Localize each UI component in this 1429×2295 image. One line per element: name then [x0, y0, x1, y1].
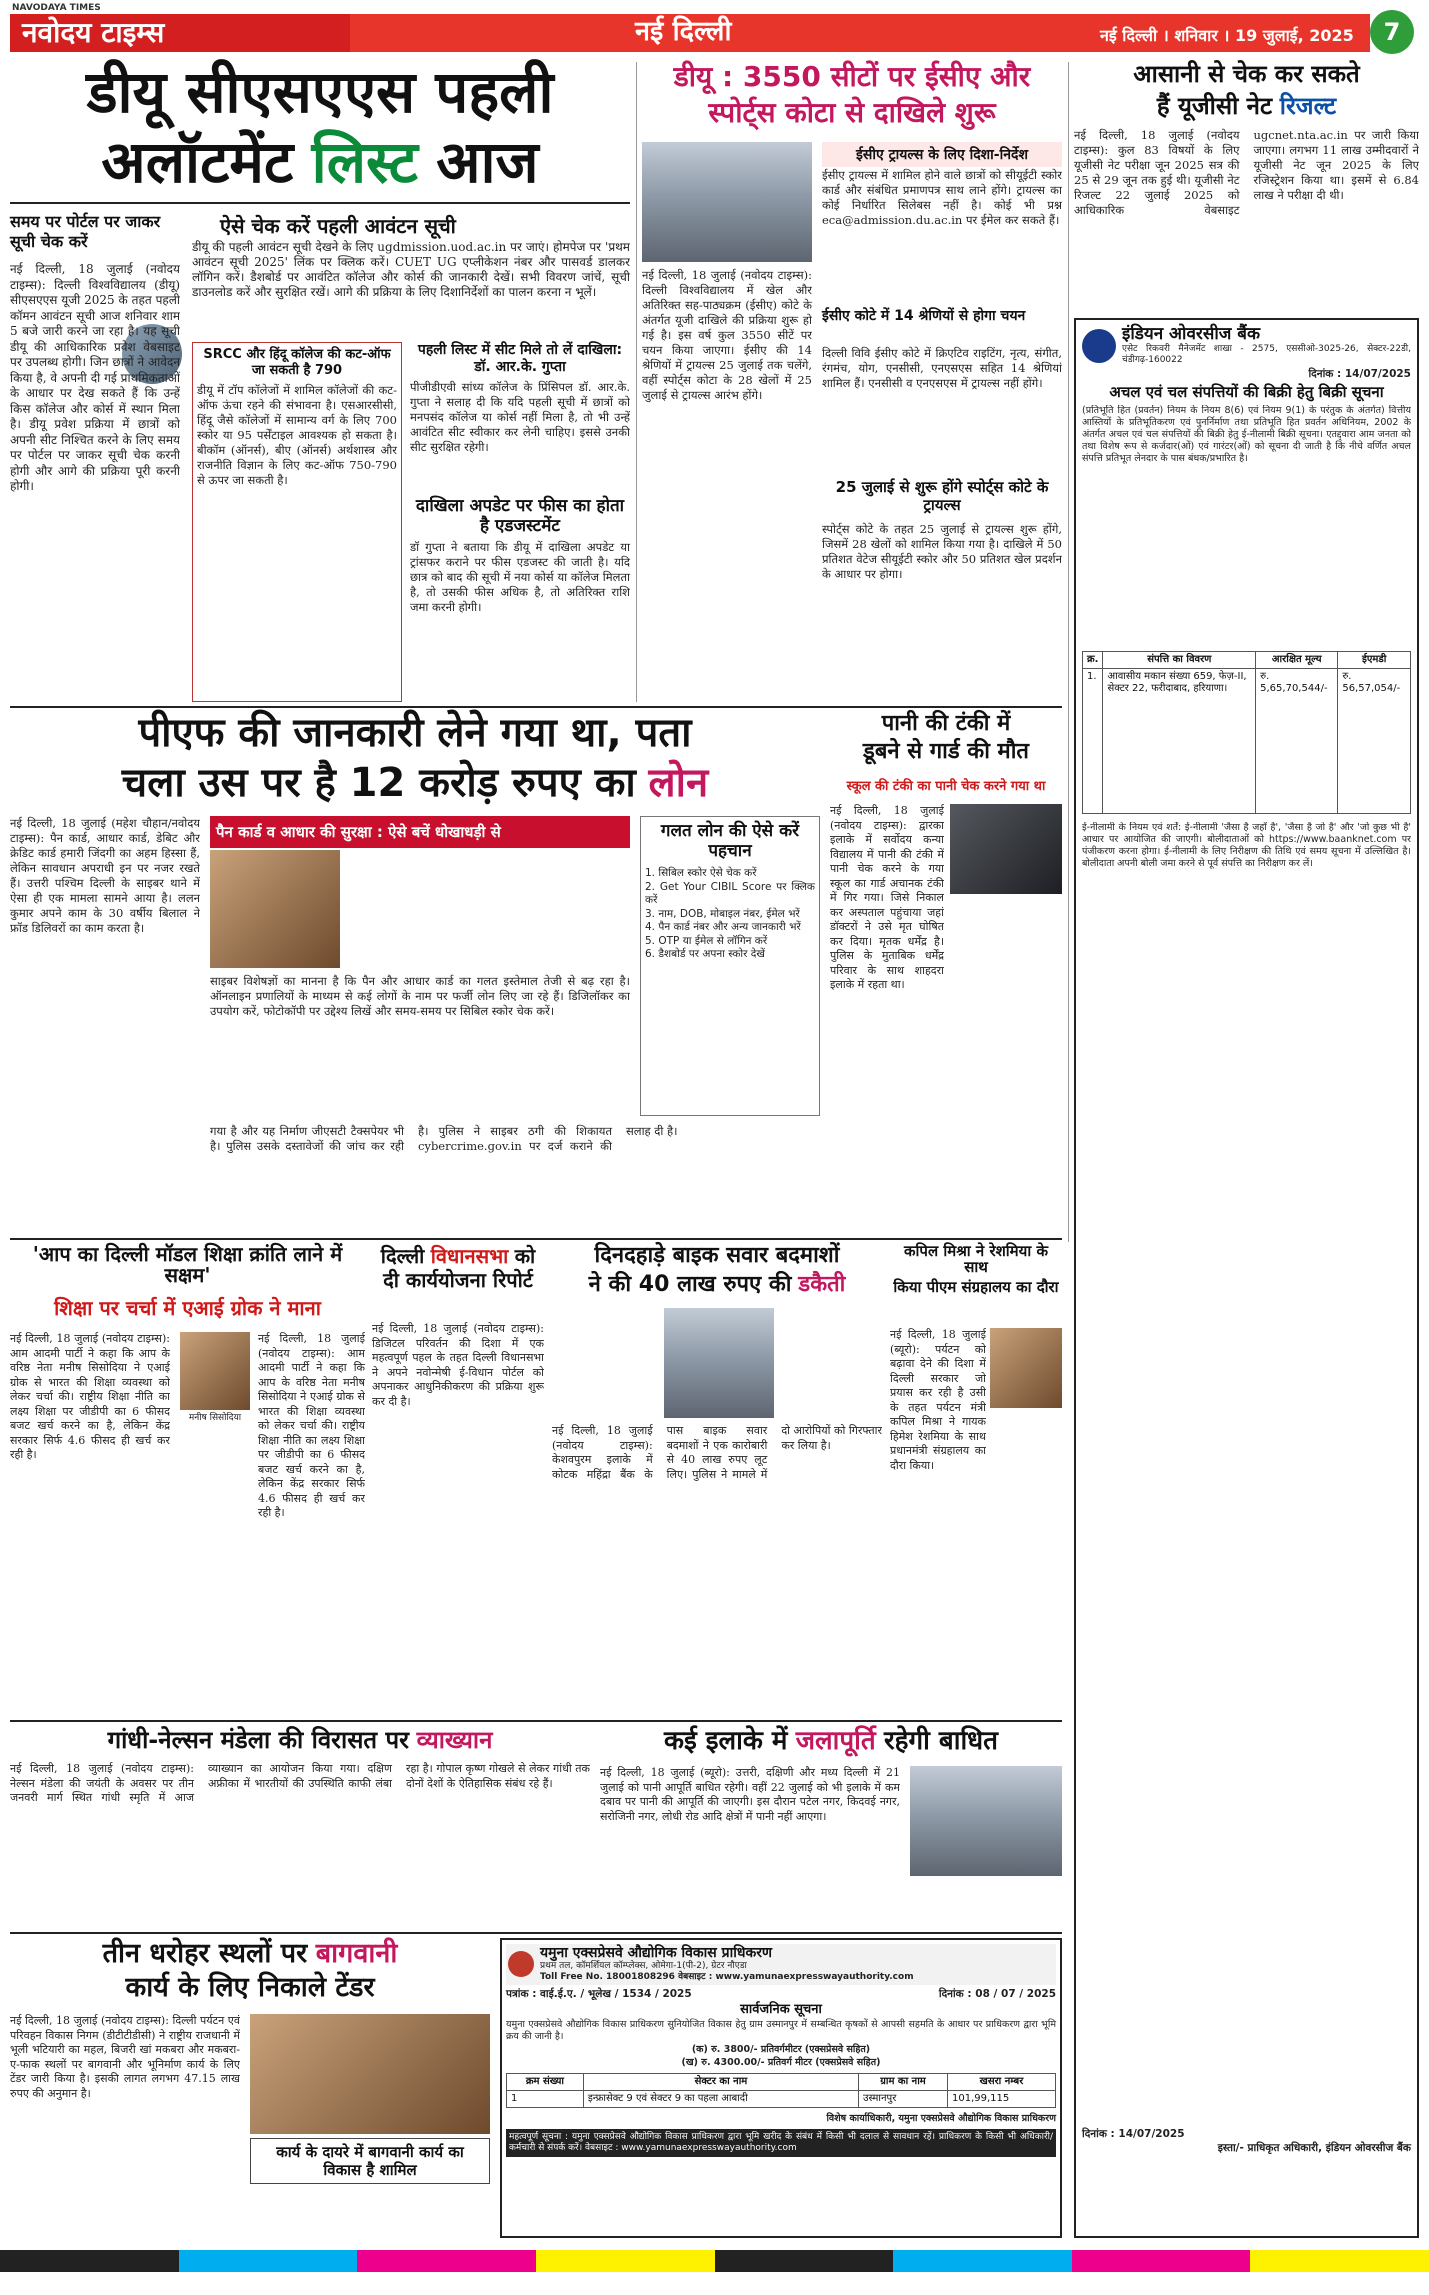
story-water-tank — [830, 712, 1062, 1232]
robbery-body: नई दिल्ली, 18 जुलाई (नवोदय टाइम्स): केशवपुरम इलाके में कोटक महिंद्रा बैंक के पास बाइक सवार बदमाशों ने एक कारोबारी से 40 लाख रुपए लूट लिए। पुलिस ने मामले में दो आरोपियों को गिरफ्तार कर लिया है। — [552, 1424, 882, 1481]
story-assembly — [372, 1244, 544, 1714]
kapil-photo — [990, 1328, 1062, 1408]
pf-body: नई दिल्ली, 18 जुलाई (महेश चौहान/नवोदय टाइम्स): पैन कार्ड, आधार कार्ड, डेबिट और क्रेडिट कार्ड हमारी जिंदगी का अहम हिस्सा हैं, लेकिन सावधान अपराधी इन पर नजर रखते हैं। उत्तरी पश्चिम दिल्ली के साइबर थाने में ऐसा ही एक मामला सामने आया है। ललन कुमार अपने काम के 30 वर्षीय बिलाल ने फ्रॉड डिलिवरों का काम करता है। — [10, 816, 200, 935]
aap-headline: शिक्षा पर चर्चा में एआई ग्रोक ने माना — [54, 1296, 321, 1320]
guide-title: ईसीए ट्रायल्स के लिए दिशा-निर्देश — [822, 142, 1062, 167]
column-rule — [1068, 62, 1069, 1242]
table-header-cell: आरक्षित मूल्य — [1256, 652, 1338, 669]
tender-body: नई दिल्ली, 18 जुलाई (नवोदय टाइम्स): दिल्ली पर्यटन एवं परिवहन विकास निगम (डीटीटीडीसी) ने राष्ट्रीय राजधानी में भूली भटियारी का महल, बिजरी खां मकबरा और मकबरा-ए-फाक स्थलों पर बागवानी और भूनिर्माण कार्य के लिए टेंडर जारी किया है। इसकी लागत लगभग 47.15 लाख रुपए की अनुमान है। — [10, 2014, 240, 2100]
eca-categories-text: दिल्ली विवि ईसीए कोटे में क्रिएटिव राइटिंग, नृत्य, संगीत, रंगमंच, योग, एनसीसी, एनएसएस सहित 14 श्रेणियां शामिल हैं। एनसीसी व एनएसएस में ट्रायल्स नहीं होंगे। — [822, 346, 1062, 390]
bank-date: दिनांक : 14/07/2025 — [1308, 367, 1411, 380]
water-headline-3: रहेगी बाधित — [884, 1726, 998, 1756]
divider — [10, 706, 1062, 708]
bank-terms: ई-नीलामी के नियम एवं शर्तें: ई-नीलामी 'जैसा है जहाँ है', 'जैसा है जो है' और 'जो कुछ भी है' आधार पर आयोजित की जाएगी। बोलीदाताओं को https://www.baanknet.com पर पंजीकरण करना होगा। ई-नीलामी के लिए निरीक्षण की तिथि एवं समय सूचना में उल्लिखित है। बोलीदाता अपनी बोली जमा करने से पूर्व संपत्ति का निरीक्षण कर लें। — [1082, 822, 1411, 870]
yeida-notice-text: यमुना एक्सप्रेसवे औद्योगिक विकास प्राधिकरण सुनियोजित विकास हेतु ग्राम उस्मानपुर में सम्बन्धित कृषकों से आपसी सहमति के आधार पर प्राधिकरण द्वारा भूमि क्रय की जानी है। — [506, 2018, 1056, 2042]
masthead — [0, 0, 1429, 58]
pf-headline-text: चला उस पर है 12 करोड़ रुपए का — [121, 760, 636, 806]
pf-bottom-text: गया है और यह निर्माण जीएसटी टैक्सपेयर भी है। पुलिस उसके दस्तावेजों की जांच कर रही है। पुलिस ने साइबर ठगी की शिकायत cybercrime.gov.in पर दर्ज कराने की सलाह दी है। — [210, 1124, 678, 1153]
pf-headline-loan: लोन — [648, 760, 709, 806]
table-cell: 1. — [1083, 669, 1103, 814]
ugc-headline-result: रिजल्ट — [1279, 92, 1337, 120]
subhead-check: ऐसे चेक करें पहली आवंटन सूची — [220, 214, 456, 238]
headline-line-1: डीयू सीएसएएस पहली — [86, 58, 554, 126]
ugc-headline-2 — [1074, 92, 1419, 120]
loan-steps — [645, 867, 815, 962]
list-item: 5. OTP या ईमेल से लॉगिन करें — [645, 934, 768, 947]
story-pf-loan — [10, 712, 820, 1232]
table-header-cell: ईएमडी — [1338, 652, 1411, 669]
robbery-headline-dacoity: डकैती — [798, 1272, 846, 1297]
story-kapil-mishra — [890, 1244, 1062, 1714]
story-robbery — [552, 1244, 882, 1714]
story-body-col-a: नई दिल्ली, 18 जुलाई (नवोदय टाइम्स): दिल्ली विश्वविद्यालय (डीयू) सीएसएएस यूजी 2025 के तहत पहली कॉमन आवंटन सूची आज शनिवार शाम 5 बजे जारी करने जा रहा है। यह सूची डीयू की आधिकारिक प्रवेश वेबसाइट पर उपलब्ध होगी। जिन छात्रों ने आवेदन किया है, वे अपनी दी गई प्राथमिकताओं के आधार पर देख सकते हैं कि उन्हें किस कॉलेज और कोर्स में स्थान मिला है। डीयू प्रवेश प्रक्रिया में छात्रों को अपनी सीट निश्चित करने के लिए समय पर पोर्टल पर जाकर सूची चेक करनी होगी और आगे की प्रक्रिया पूरी करनी होगी। — [10, 262, 180, 493]
table-row — [507, 2090, 1056, 2107]
gandhi-headline-text: गांधी-नेल्सन मंडेला की विरासत पर — [107, 1726, 409, 1754]
pf-headline-2 — [10, 760, 820, 806]
masthead-small-brand: NAVODAYA TIMES — [12, 3, 101, 13]
table-row — [1083, 669, 1411, 814]
story-eca-sports — [642, 62, 1062, 702]
tender-inset: कार्य के दायरे में बागवानी कार्य का विकास है शामिल — [250, 2138, 490, 2184]
bank-sign-date: दिनांक : 14/07/2025 — [1082, 2128, 1185, 2141]
bank-header — [1082, 326, 1411, 366]
eca-headline-text-1: डीयू : 3550 सीटों पर ईसीए और — [673, 60, 1031, 93]
registration-swatch — [536, 2250, 715, 2272]
registration-swatch — [1072, 2250, 1251, 2272]
tender-headline-1 — [10, 1938, 490, 1969]
guide-text: ईसीए ट्रायल्स में शामिल होने वाले छात्रों को सीयूईटी स्कोर कार्ड और संबंधित प्रमाणपत्र साथ लाने होंगे। ट्रायल्स का कोई निर्धारित सिलेबस नहीं है। कोई भी प्रश्न eca@admission.du.ac.in पर ईमेल कर सकते हैं। — [822, 168, 1062, 227]
story-aap-education — [10, 1244, 365, 1714]
fee-adjust-text: डॉ गुप्ता ने बताया कि डीयू में दाखिला अपडेट या ट्रांसफर कराने पर फीस एडजस्ट की जाती है। यदि छात्र को बाद की सूची में नया कोर्स या कॉलेज मिलता है, तो उसकी फीस अधिक है, तो अतिरिक्त राशि जमा करनी होगी। — [410, 540, 630, 614]
ugc-headline-1: आसानी से चेक कर सकते — [1133, 60, 1360, 88]
tank-body: नई दिल्ली, 18 जुलाई (नवोदय टाइम्स): द्वारका इलाके में सर्वोदय कन्या विद्यालय में पानी की टंकी में पानी चेक करने के गया स्कूल का गार्ड अचानक टंकी में गिर गया। जिसे निकाल कर अस्पताल पहुंचाया जहां डॉक्टरों ने उसे मृत घोषित कर दिया। मृतक धर्मेंद्र है। पुलिस के मुताबिक धर्मेंद्र परिवार के साथ शाहदरा इलाके में रहता था। — [830, 804, 944, 991]
date-line: नई दिल्ली । शनिवार । 19 जुलाई, 2025 — [1100, 26, 1354, 45]
yeida-ref: पत्रांक : वाई.ई.ए. / भूलेख / 1534 / 2025 — [506, 1987, 692, 2000]
eca-categories-title: ईसीए कोटे में 14 श्रेणियों से होगा चयन — [822, 308, 1026, 324]
yeida-notice-title: सार्वजनिक सूचना — [740, 2002, 822, 2018]
table-cell: रु. 56,57,054/- — [1338, 669, 1411, 814]
yeida-rate-2: (ख) रु. 4300.00/- प्रतिवर्ग मीटर (एक्सप्रेसवे सहित) — [681, 2057, 881, 2069]
yeida-date: दिनांक : 08 / 07 / 2025 — [938, 1987, 1056, 2000]
registration-swatch — [357, 2250, 536, 2272]
ad-yeida — [500, 1938, 1062, 2238]
cutoff-box-text: डीयू में टॉप कॉलेजों में शामिल कॉलेजों की कट-ऑफ ऊंचा रहने की संभावना है। एसआरसीसी, हिंदू जैसे कॉलेजों में सामान्य वर्ग के लिए 700 स्कोर या 95 पर्सेंटाइल आवश्यक हो सकता है। बीकॉम (ऑनर्स), बीए (ऑनर्स) अर्थशास्त्र और राजनीति विज्ञान के लिए कट-ऑफ 750-790 से ऊपर जा सकती है। — [197, 383, 397, 487]
bank-notice-text: (प्रतिभूति हित (प्रवर्तन) नियम के नियम 8(6) एवं नियम 9(1) के परंतुक के अंतर्गत) वित्तीय आस्तियों के प्रतिभूतिकरण एवं पुनर्निर्माण तथा प्रतिभूति हित प्रवर्तन अधिनियम, 2002 के अंतर्गत अचल एवं चल संपत्तियों की बिक्री हेतु ई-नीलामी बिक्री सूचना। एतद्द्वारा आम जनता को तथा विशेष रूप से कर्जदार(ओं) एवं गारंटर(ओं) को सूचना दी जाती है कि नीचे वर्णित अचल संपत्ति प्रतिभूत लेनदार के पास बंधक/प्रभारित है। — [1082, 405, 1411, 465]
monument-photo — [250, 2014, 490, 2134]
assembly-headline-3: को दी कार्ययोजना रिपोर्ट — [383, 1244, 536, 1292]
gandhi-body: नई दिल्ली, 18 जुलाई (नवोदय टाइम्स): नेल्सन मंडेला की जयंती के अवसर पर तीन जनवरी मार्ग स्थित गांधी स्मृति में आज व्याख्यान का आयोजन किया गया। दक्षिण अफ्रीका में भारतीयों की उपस्थिति काफी लंबा रहा है। गोपाल कृष्ण गोखले से लेकर गांधी तक दोनों देशों के ऐतिहासिक संबंध रहे हैं। — [10, 1762, 590, 1804]
story-body-col-b: डीयू की पहली आवंटन सूची देखने के लिए ugdmission.uod.ac.in पर जाएं। होमपेज पर 'प्रथम आवंटन सूची 2025' लिंक पर क्लिक करें। CUET UG एप्लीकेशन नंबर और पासवर्ड डालकर लॉगिन करें। डैशबोर्ड पर आवंटित कॉलेज और कोर्स की जानकारी देखें। सभी विवरण जांचें, सूची डाउनलोड करें और सुरक्षित रखें। आगे की प्रक्रिया के लिए दिशानिर्देशों का पालन करना न भूलें। — [192, 240, 630, 299]
loan-identify-title: गलत लोन की ऐसे करें पहचान — [660, 821, 800, 861]
cutoff-box — [192, 342, 402, 702]
table-cell: इन्फ्रासेक्ट 9 एवं सेक्टर 9 का पहला आबादी — [583, 2090, 858, 2107]
loan-identify-box — [640, 816, 820, 1116]
masthead-brand: नवोदय टाइम्स — [22, 16, 165, 49]
yeida-tollfree: Toll Free No. 18001808296 वेबसाइट : www.yamunaexpresswayauthority.com — [540, 1971, 914, 1982]
ugc-headline-text: हैं यूजीसी नेट — [1156, 92, 1273, 120]
eca-headline-1 — [642, 62, 1062, 91]
table-cell: रु. 5,65,70,544/- — [1256, 669, 1338, 814]
list-item: 6. डैशबोर्ड पर अपना स्कोर देखें — [645, 948, 765, 960]
robbery-headline-2 — [552, 1272, 882, 1297]
yeida-footer-note: महत्वपूर्ण सूचना : यमुना एक्सप्रेसवे औद्योगिक विकास प्राधिकरण द्वारा भूमि खरीद के संबंध में किसी भी दलाल से सावधान रहें। प्राधिकरण के किसी भी अधिकारी/कर्मचारी से संपर्क करें। वेबसाइट : www.yamunaexpresswayauthority.com — [506, 2129, 1056, 2157]
water-headline-2: जलापूर्ति — [795, 1726, 876, 1756]
sports-trial-text: स्पोर्ट्स कोटे के तहत 25 जुलाई से ट्रायल्स शुरू होंगे, जिसमें 28 खेलों को शामिल किया गया है। दाखिले में 50 प्रतिशत वेटेज सीयूईटी स्कोर और 50 प्रतिशत खेल प्रदर्शन के आधार पर होगा। — [822, 522, 1062, 581]
assembly-headline-1: दिल्ली — [380, 1244, 425, 1268]
table-cell: 101,99,115 — [947, 2090, 1055, 2107]
eca-headline-2: स्पोर्ट्स कोटा से दाखिले शुरू — [708, 96, 996, 129]
table-header-cell: क्रम संख्या — [507, 2073, 584, 2090]
list-item: 4. पैन कार्ड नंबर और अन्य जानकारी भरें — [645, 921, 801, 933]
pf-headline-1: पीएफ की जानकारी लेने गया था, पता — [138, 710, 692, 756]
body-photo — [950, 804, 1062, 894]
advice-text: पीजीडीएवी सांध्य कॉलेज के प्रिंसिपल डॉ. आर.के. गुप्ता ने सलाह दी कि यदि पहली सूची में छात्रों को मनपसंद कॉलेज या कोर्स नहीं मिला है, तो भी उन्हें आवंटित सीट स्वीकार कर लेनी चाहिए। इससे उनकी सीट सुरक्षित रहेगी। — [410, 380, 630, 454]
bank-notice-title: अचल एवं चल संपत्तियों की बिक्री हेतु बिक्री सूचना — [1109, 383, 1384, 402]
story-du-csas — [10, 58, 630, 702]
table-cell: उस्मानपुर — [859, 2090, 948, 2107]
bank-branch: एसेट रिकवरी मैनेजमेंट शाखा - 2575, एससीओ-3025-26, सेक्टर-22डी, चंडीगढ़-160022 — [1122, 343, 1411, 365]
bank-sign-name: इस्ता/- प्राधिकृत अधिकारी, इंडियन ओवरसीज बैंक — [1217, 2141, 1411, 2154]
list-item: 1. सिबिल स्कोर ऐसे चेक करें — [645, 867, 757, 879]
column-rule — [636, 62, 637, 702]
table-header-cell: सेक्टर का नाम — [583, 2073, 858, 2090]
registration-swatch — [715, 2250, 894, 2272]
pan-card-photo — [210, 850, 340, 968]
registration-swatch — [179, 2250, 358, 2272]
divider — [10, 202, 630, 204]
yeida-header — [506, 1944, 1056, 1985]
yeida-table — [506, 2073, 1056, 2108]
gandhi-headline-lecture: व्याख्यान — [416, 1726, 493, 1754]
pf-redbar: पैन कार्ड व आधार की सुरक्षा : ऐसे बचें धोखाधड़ी से — [210, 816, 630, 848]
kapil-headline-2: किया पीएम संग्रहालय का दौरा — [893, 1278, 1059, 1296]
robbery-scene-photo — [664, 1308, 774, 1418]
registration-swatch — [0, 2250, 179, 2272]
yeida-logo-icon — [508, 1951, 534, 1977]
sports-trial-title: 25 जुलाई से शुरू होंगे स्पोर्ट्स कोटे के ट्रायल्स — [835, 478, 1049, 514]
list-item: 2. Get Your CIBIL Score पर क्लिक करें — [645, 880, 815, 906]
edition-name: नई दिल्ली — [635, 16, 732, 47]
water-photo — [910, 1766, 1062, 1876]
aap-kicker: 'आप का दिल्ली मॉडल शिक्षा क्रांति लाने में सक्षम' — [32, 1242, 343, 1287]
story-gandhi-mandela — [10, 1726, 590, 1926]
ugc-body: नई दिल्ली, 18 जुलाई (नवोदय टाइम्स): कुल 83 विषयों के लिए यूजीसी नेट परीक्षा जून 2025 सत्र की 25 से 29 जून तक हुई थी। यूजीसी नेट रिजल्ट 22 जुलाई 2025 को आधिकारिक वेबसाइट ugcnet.nta.ac.in पर जारी किया जाएगा। लगभग 11 लाख उम्मीदवारों ने यूजीसी नेट जून 2025 के लिए रजिस्ट्रेशन किया था। इसमें से 6.84 लाख ने परीक्षा दी थी। — [1074, 128, 1419, 217]
sisodia-caption: मनीष सिसोदिया — [188, 1413, 242, 1423]
kapil-body: नई दिल्ली, 18 जुलाई (ब्यूरो): पर्यटन को बढ़ावा देने की दिशा में दिल्ली सरकार जो प्रयास कर रही है उसी के तहत पर्यटन मंत्री कपिल मिश्रा ने गायक हिमेश रेशमिया के साथ प्रधानमंत्री संग्रहालय का दौरा किया। — [890, 1328, 986, 1472]
table-header-row — [1083, 652, 1411, 669]
story-water-supply — [600, 1726, 1062, 1926]
tender-headline-gardening: बागवानी — [315, 1938, 398, 1969]
robbery-headline-text: ने की 40 लाख रुपए की — [588, 1272, 792, 1297]
divider — [10, 1720, 1062, 1722]
table-header-cell: ग्राम का नाम — [859, 2073, 948, 2090]
table-header-cell: खसरा नम्बर — [947, 2073, 1055, 2090]
eca-body: नई दिल्ली, 18 जुलाई (नवोदय टाइम्स): दिल्ली विश्वविद्यालय में खेल और अतिरिक्त सह-पाठ्यक्रम (ईसीए) कोटे के अंतर्गत यूजी दाखिले की प्रक्रिया शुरू हो गई है। इस वर्ष कुल 3550 सीटें पर चयन किया जाएगा। ईसीए की 14 श्रेणियों में ट्रायल्स 25 जुलाई तक चलेंगे, वहीं स्पोर्ट्स कोटा के 28 खेलों में 25 जुलाई से ट्रायल्स आरंभ होंगे। — [642, 268, 812, 402]
divider — [10, 1238, 1062, 1240]
yeida-ref-row — [506, 1988, 1056, 2002]
aap-body-2: नई दिल्ली, 18 जुलाई (नवोदय टाइम्स): आम आदमी पार्टी ने कहा कि आप के वरिष्ठ नेता मनीष सिसोदिया ने एआई ग्रोक से भारत की शिक्षा व्यवस्था को लेकर चर्चा की। राष्ट्रीय शिक्षा नीति का लक्ष्य शिक्षा पर जीडीपी का 6 फीसद बजट खर्च करने का है, लेकिन केंद्र सरकार सिर्फ 4.6 फीसद ही खर्च कर रही है। — [258, 1332, 365, 1519]
list-item: 3. नाम, DOB, मोबाइल नंबर, ईमेल भरें — [645, 907, 800, 920]
tank-kicker: स्कूल की टंकी का पानी चेक करने गया था — [846, 779, 1046, 794]
assembly-headline — [372, 1244, 544, 1292]
headline-word-list: लिस्ट — [311, 128, 418, 196]
headline-word-allotment: अलॉटमेंट — [101, 128, 294, 196]
tank-headline-2: डूबने से गार्ड की मौत — [863, 739, 1029, 764]
headline-word-today: आज — [436, 128, 539, 196]
ad-indian-overseas-bank — [1074, 318, 1419, 2238]
fee-adjust-title: दाखिला अपडेट पर फीस का होता है एडजस्टमेंट — [415, 496, 625, 536]
advice-title: पहली लिस्ट में सीट मिले तो लें दाखिला: डॉ. आर.के. गुप्ता — [417, 342, 623, 375]
table-header-row — [507, 2073, 1056, 2090]
story-heritage-tender — [10, 1938, 490, 2238]
yeida-rate-1: (क) रु. 3800/- प्रतिवर्गमीटर (एक्सप्रेसवे सहित) — [691, 2043, 871, 2055]
pf-mid-text: साइबर विशेषज्ञों का मानना है कि पैन और आधार कार्ड का गलत इस्तेमाल तेजी से बढ़ रहा है। ऑनलाइन प्रणालियों के माध्यम से कई लोगों के नाम पर फर्जी लोन लिए जा रहे हैं। डिजिलॉकर का उपयोग करें, फोटोकॉपी पर उद्देश्य लिखें और समय-समय पर सिबिल स्कोर चेक करें। — [210, 974, 630, 1018]
advice-column — [410, 342, 630, 702]
water-body: नई दिल्ली, 18 जुलाई (ब्यूरो): उत्तरी, दक्षिणी और मध्य दिल्ली में 21 जुलाई को पानी आपूर्ति बाधित रहेगी। वहीं 22 जुलाई को भी इलाके में कम दबाव पर पानी की आपूर्ति की जाएगी। इस दौरान पटेल नगर, किदवई नगर, सरोजिनी नगर, लोधी रोड आदि क्षेत्रों में पानी नहीं आएगा। — [600, 1766, 900, 1823]
registration-strip — [0, 2250, 1429, 2272]
bank-logo-icon — [1082, 329, 1116, 363]
assembly-headline-2: विधानसभा — [430, 1244, 509, 1268]
tender-headline-text: तीन धरोहर स्थलों पर — [102, 1938, 308, 1969]
divider — [10, 1932, 1062, 1934]
table-cell: आवासीय मकान संख्या 659, फेज़-II, सेक्टर 22, फरीदाबाद, हरियाणा। — [1103, 669, 1256, 814]
kicker: समय पर पोर्टल पर जाकर सूची चेक करें — [10, 212, 161, 251]
yeida-title: यमुना एक्सप्रेसवे औद्योगिक विकास प्राधिकरण — [540, 1945, 773, 1961]
aap-body: नई दिल्ली, 18 जुलाई (नवोदय टाइम्स): आम आदमी पार्टी ने कहा कि आप के वरिष्ठ नेता मनीष सिसोदिया ने एआई ग्रोक से भारत की शिक्षा व्यवस्था को लेकर चर्चा की। राष्ट्रीय शिक्षा नीति का लक्ष्य शिक्षा पर जीडीपी का 6 फीसद बजट खर्च करने का है, लेकिन केंद्र सरकार सिर्फ 4.6 फीसद ही खर्च कर रही है। — [10, 1332, 170, 1461]
cutoff-box-title: SRCC और हिंदू कॉलेज की कट-ऑफ जा सकती है 790 — [203, 347, 391, 378]
sisodia-photo — [180, 1332, 250, 1410]
registration-swatch — [1250, 2250, 1429, 2272]
du-campus-photo — [642, 142, 812, 262]
water-headline — [600, 1726, 1062, 1756]
table-header-cell: संपत्ति का विवरण — [1103, 652, 1256, 669]
table-cell: 1 — [507, 2090, 584, 2107]
table-header-cell: क्र. — [1083, 652, 1103, 669]
kapil-headline-1: कपिल मिश्रा ने रेशमिया के साथ — [904, 1242, 1048, 1276]
bank-name: इंडियन ओवरसीज बैंक — [1122, 324, 1261, 344]
story-ugc-net — [1074, 62, 1419, 312]
water-headline-1: कई इलाके में — [664, 1726, 788, 1756]
tender-headline-2: कार्य के लिए निकाले टेंडर — [125, 1972, 375, 2003]
robbery-headline-1: दिनदहाड़े बाइक सवार बदमाशों — [594, 1243, 840, 1268]
headline-line-2 — [10, 128, 630, 196]
yeida-address: प्रथम तल, कॉमर्शियल कॉम्प्लेक्स, ओमेगा-1(पी-2), ग्रेटर नौएडा — [540, 1960, 747, 1971]
bank-property-table — [1082, 651, 1411, 814]
gandhi-headline — [10, 1726, 590, 1754]
registration-swatch — [893, 2250, 1072, 2272]
tank-headline-1: पानी की टंकी में — [881, 711, 1011, 736]
assembly-body: नई दिल्ली, 18 जुलाई (नवोदय टाइम्स): डिजिटल परिवर्तन की दिशा में एक महत्वपूर्ण पहल के तहत दिल्ली विधानसभा ने अपने नवोन्मेषी ई-विधान पोर्टल को अपनाकर आधुनिकीकरण की प्रक्रिया शुरू कर दी है। — [372, 1322, 544, 1408]
yeida-sign: विशेष कार्याधिकारी, यमुना एक्सप्रेसवे औद्योगिक विकास प्राधिकरण — [826, 2112, 1056, 2124]
page-number-badge: 7 — [1370, 10, 1414, 54]
